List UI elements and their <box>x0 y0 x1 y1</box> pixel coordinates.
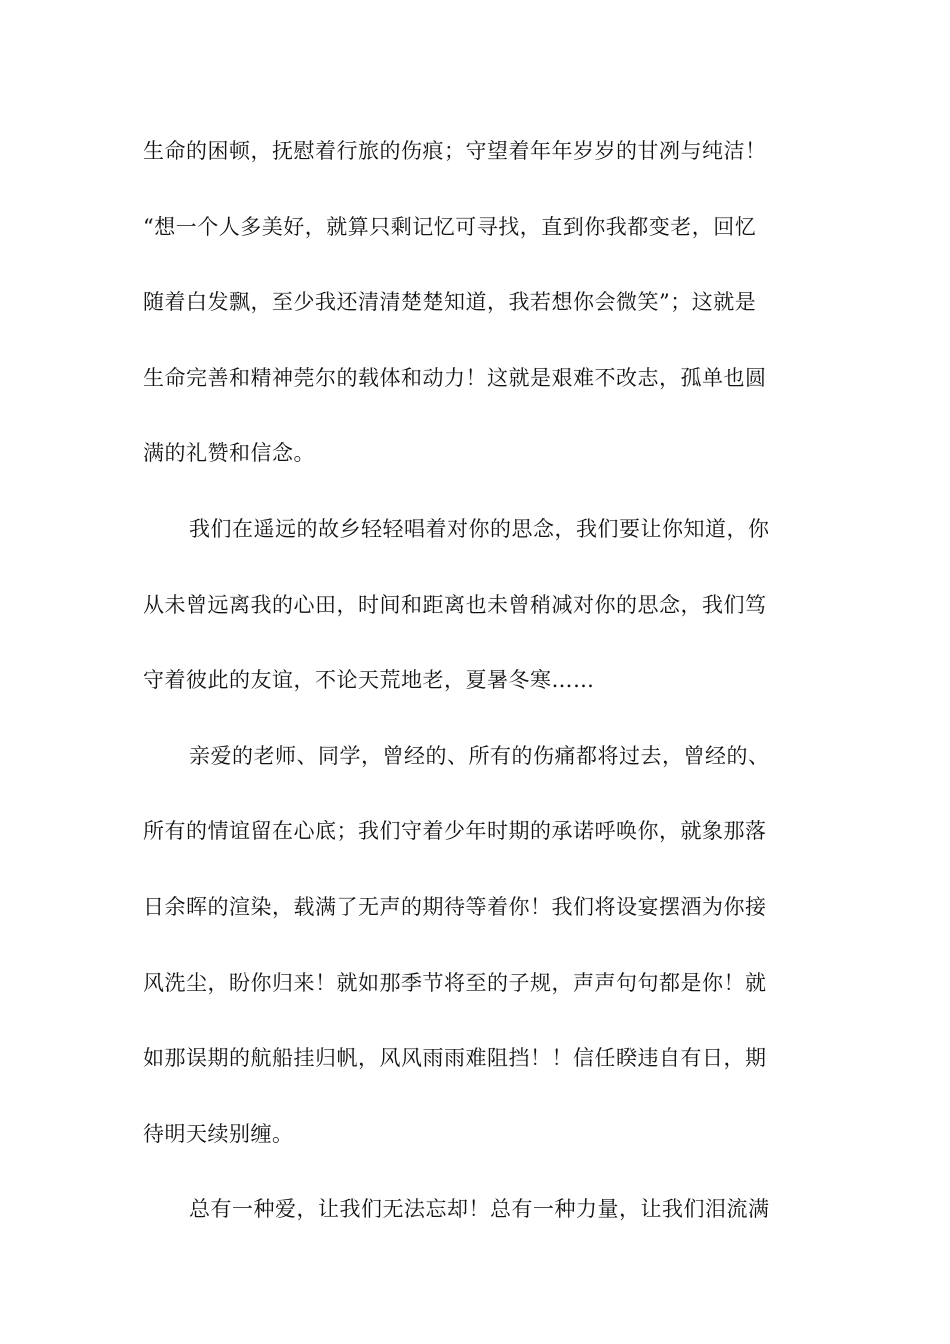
body-text <box>143 129 813 1263</box>
text-line: 所有的情谊留在心底；我们守着少年时期的承诺呼唤你，就象那落 <box>143 819 767 844</box>
text-line: 如那误期的航船挂归帆，风风雨雨难阻挡！！信任睽违自有日，期 <box>143 1046 767 1071</box>
text-line: 生命完善和精神莞尔的载体和动力！这就是艰难不改志，孤单也圆 <box>143 365 767 390</box>
text-line: 满的礼赞和信念。 <box>143 441 315 466</box>
text-line: 待明天续别缠。 <box>143 1121 294 1146</box>
text-line: 日余晖的渲染，载满了无声的期待等着你！我们将设宴摆酒为你接 <box>143 894 767 919</box>
paragraph-start-line: 总有一种爱，让我们无法忘却！总有一种力量，让我们泪流满 <box>189 1197 770 1222</box>
paragraph-start-line: 我们在遥远的故乡轻轻唱着对你的思念，我们要让你知道，你 <box>189 516 770 541</box>
text-line: 随着白发飘，至少我还清清楚楚知道，我若想你会微笑”；这就是 <box>143 290 757 315</box>
text-line: “想一个人多美好，就算只剩记忆可寻找，直到你我都变老，回忆 <box>143 214 757 239</box>
text-line: 从未曾远离我的心田，时间和距离也未曾稍减对你的思念，我们笃 <box>143 592 767 617</box>
text-line: 守着彼此的友谊，不论天荒地老，夏暑冬寒…… <box>143 668 595 693</box>
text-line: 风洗尘，盼你归来！就如那季节将至的子规，声声句句都是你！就 <box>143 970 767 995</box>
paragraph-start-line: 亲爱的老师、同学，曾经的、所有的伤痛都将过去，曾经的、 <box>189 743 770 768</box>
text-line: 生命的困顿，抚慰着行旅的伤痕；守望着年年岁岁的甘冽与纯洁！ <box>143 139 767 163</box>
